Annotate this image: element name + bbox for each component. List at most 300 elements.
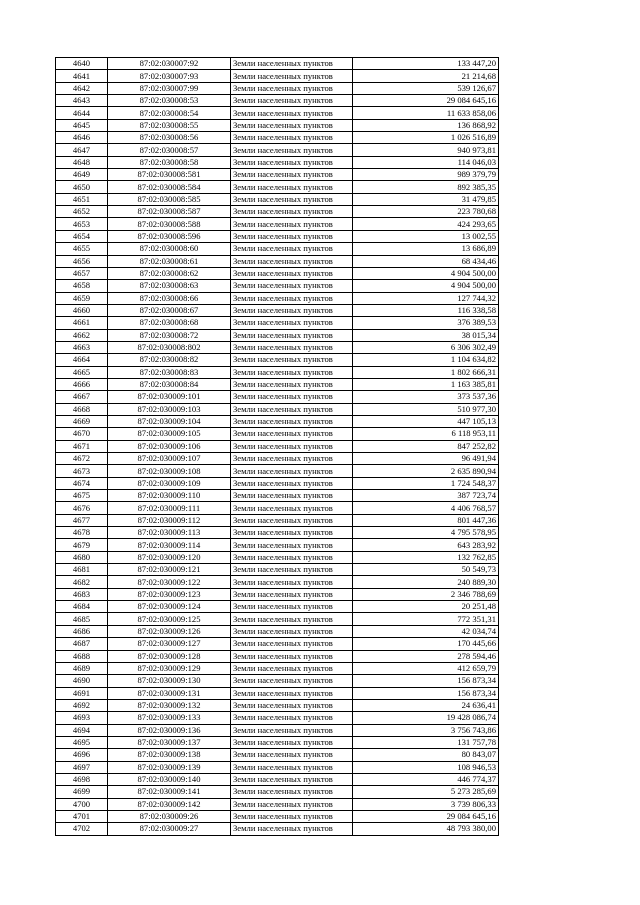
cadastral-value-cell: 11 633 858,06 xyxy=(353,107,499,119)
table-row xyxy=(56,243,499,255)
cadastral-value-cell: 1 163 385,81 xyxy=(353,378,499,390)
row-number-cell: 4641 xyxy=(56,70,108,82)
land-category-cell: Земли населенных пунктов xyxy=(231,453,353,465)
cadastral-value-cell: 127 744,32 xyxy=(353,292,499,304)
cadastral-value-cell: 29 084 645,16 xyxy=(353,95,499,107)
land-category-cell: Земли населенных пунктов xyxy=(231,193,353,205)
row-number-cell: 4655 xyxy=(56,243,108,255)
cadastral-number-cell: 87:02:030008:53 xyxy=(108,95,231,107)
row-number-cell: 4680 xyxy=(56,551,108,563)
land-category-cell: Земли населенных пунктов xyxy=(231,638,353,650)
table-row xyxy=(56,218,499,230)
table-row xyxy=(56,354,499,366)
row-number-cell: 4693 xyxy=(56,712,108,724)
row-number-cell: 4652 xyxy=(56,206,108,218)
cadastral-value-cell: 1 724 548,37 xyxy=(353,477,499,489)
cadastral-number-cell: 87:02:030008:581 xyxy=(108,169,231,181)
row-number-cell: 4642 xyxy=(56,82,108,94)
land-category-cell: Земли населенных пунктов xyxy=(231,773,353,785)
table-row xyxy=(56,280,499,292)
row-number-cell: 4656 xyxy=(56,255,108,267)
cadastral-number-cell: 87:02:030009:129 xyxy=(108,662,231,674)
table-row xyxy=(56,539,499,551)
cadastral-number-cell: 87:02:030007:92 xyxy=(108,58,231,70)
table-row xyxy=(56,255,499,267)
cadastral-value-cell: 29 084 645,16 xyxy=(353,810,499,822)
land-category-cell: Земли населенных пунктов xyxy=(231,675,353,687)
land-category-cell: Земли населенных пунктов xyxy=(231,428,353,440)
row-number-cell: 4648 xyxy=(56,156,108,168)
cadastral-value-cell: 892 385,35 xyxy=(353,181,499,193)
cadastral-number-cell: 87:02:030009:110 xyxy=(108,490,231,502)
cadastral-number-cell: 87:02:030008:56 xyxy=(108,132,231,144)
table-row xyxy=(56,786,499,798)
row-number-cell: 4646 xyxy=(56,132,108,144)
cadastral-value-cell: 42 034,74 xyxy=(353,625,499,637)
cadastral-value-cell: 3 739 806,33 xyxy=(353,798,499,810)
land-category-cell: Земли населенных пунктов xyxy=(231,317,353,329)
row-number-cell: 4679 xyxy=(56,539,108,551)
row-number-cell: 4682 xyxy=(56,576,108,588)
table-row xyxy=(56,82,499,94)
cadastral-value-cell: 50 549,73 xyxy=(353,564,499,576)
table-row xyxy=(56,206,499,218)
table-row xyxy=(56,601,499,613)
row-number-cell: 4694 xyxy=(56,724,108,736)
table-row xyxy=(56,304,499,316)
cadastral-number-cell: 87:02:030008:67 xyxy=(108,304,231,316)
table-row xyxy=(56,169,499,181)
row-number-cell: 4689 xyxy=(56,662,108,674)
table-row xyxy=(56,773,499,785)
land-category-cell: Земли населенных пунктов xyxy=(231,304,353,316)
cadastral-number-cell: 87:02:030008:82 xyxy=(108,354,231,366)
land-category-cell: Земли населенных пунктов xyxy=(231,798,353,810)
row-number-cell: 4677 xyxy=(56,514,108,526)
row-number-cell: 4650 xyxy=(56,181,108,193)
row-number-cell: 4643 xyxy=(56,95,108,107)
land-category-cell: Земли населенных пунктов xyxy=(231,810,353,822)
cadastral-number-cell: 87:02:030009:123 xyxy=(108,588,231,600)
cadastral-number-cell: 87:02:030008:54 xyxy=(108,107,231,119)
table-row xyxy=(56,490,499,502)
land-category-cell: Земли населенных пунктов xyxy=(231,539,353,551)
cadastral-value-cell: 240 889,30 xyxy=(353,576,499,588)
land-category-cell: Земли населенных пунктов xyxy=(231,341,353,353)
table-row xyxy=(56,687,499,699)
cadastral-number-cell: 87:02:030009:105 xyxy=(108,428,231,440)
row-number-cell: 4663 xyxy=(56,341,108,353)
table-row xyxy=(56,638,499,650)
table-row xyxy=(56,292,499,304)
cadastral-number-cell: 87:02:030009:137 xyxy=(108,736,231,748)
table-row xyxy=(56,712,499,724)
cadastral-value-cell: 387 723,74 xyxy=(353,490,499,502)
cadastral-number-cell: 87:02:030009:112 xyxy=(108,514,231,526)
table-row xyxy=(56,366,499,378)
row-number-cell: 4692 xyxy=(56,699,108,711)
land-category-cell: Земли населенных пунктов xyxy=(231,527,353,539)
cadastral-value-cell: 940 973,81 xyxy=(353,144,499,156)
cadastral-number-cell: 87:02:030008:802 xyxy=(108,341,231,353)
cadastral-number-cell: 87:02:030009:27 xyxy=(108,823,231,835)
cadastral-number-cell: 87:02:030009:107 xyxy=(108,453,231,465)
land-category-cell: Земли населенных пунктов xyxy=(231,70,353,82)
cadastral-value-cell: 278 594,46 xyxy=(353,650,499,662)
cadastral-number-cell: 87:02:030007:93 xyxy=(108,70,231,82)
row-number-cell: 4675 xyxy=(56,490,108,502)
row-number-cell: 4678 xyxy=(56,527,108,539)
cadastral-number-cell: 87:02:030009:113 xyxy=(108,527,231,539)
cadastral-value-cell: 136 868,92 xyxy=(353,119,499,131)
table-row xyxy=(56,132,499,144)
cadastral-value-cell: 4 904 500,00 xyxy=(353,267,499,279)
row-number-cell: 4645 xyxy=(56,119,108,131)
row-number-cell: 4671 xyxy=(56,440,108,452)
land-category-cell: Земли населенных пунктов xyxy=(231,465,353,477)
cadastral-number-cell: 87:02:030008:83 xyxy=(108,366,231,378)
cadastral-number-cell: 87:02:030009:126 xyxy=(108,625,231,637)
cadastral-value-cell: 424 293,65 xyxy=(353,218,499,230)
table-row xyxy=(56,502,499,514)
cadastral-value-cell: 5 273 285,69 xyxy=(353,786,499,798)
row-number-cell: 4698 xyxy=(56,773,108,785)
row-number-cell: 4659 xyxy=(56,292,108,304)
land-category-cell: Земли населенных пунктов xyxy=(231,440,353,452)
cadastral-value-cell: 1 104 634,82 xyxy=(353,354,499,366)
cadastral-value-cell: 412 659,79 xyxy=(353,662,499,674)
row-number-cell: 4697 xyxy=(56,761,108,773)
land-category-cell: Земли населенных пунктов xyxy=(231,243,353,255)
cadastral-value-cell: 156 873,34 xyxy=(353,687,499,699)
cadastral-value-cell: 1 802 666,31 xyxy=(353,366,499,378)
land-category-cell: Земли населенных пунктов xyxy=(231,403,353,415)
table-row xyxy=(56,119,499,131)
row-number-cell: 4662 xyxy=(56,329,108,341)
cadastral-number-cell: 87:02:030008:63 xyxy=(108,280,231,292)
row-number-cell: 4685 xyxy=(56,613,108,625)
cadastral-number-cell: 87:02:030008:68 xyxy=(108,317,231,329)
land-category-cell: Земли населенных пунктов xyxy=(231,267,353,279)
cadastral-value-cell: 21 214,68 xyxy=(353,70,499,82)
land-category-cell: Земли населенных пунктов xyxy=(231,662,353,674)
cadastral-number-cell: 87:02:030009:104 xyxy=(108,415,231,427)
cadastral-value-cell: 1 026 516,89 xyxy=(353,132,499,144)
land-category-cell: Земли населенных пунктов xyxy=(231,218,353,230)
land-category-cell: Земли населенных пунктов xyxy=(231,58,353,70)
row-number-cell: 4673 xyxy=(56,465,108,477)
land-category-cell: Земли населенных пунктов xyxy=(231,625,353,637)
cadastral-number-cell: 87:02:030009:132 xyxy=(108,699,231,711)
cadastral-number-cell: 87:02:030008:596 xyxy=(108,230,231,242)
cadastral-value-cell: 2 346 788,69 xyxy=(353,588,499,600)
row-number-cell: 4654 xyxy=(56,230,108,242)
cadastral-value-cell: 96 491,94 xyxy=(353,453,499,465)
row-number-cell: 4701 xyxy=(56,810,108,822)
cadastral-value-cell: 510 977,30 xyxy=(353,403,499,415)
land-category-cell: Земли населенных пунктов xyxy=(231,230,353,242)
land-category-cell: Земли населенных пунктов xyxy=(231,551,353,563)
cadastral-number-cell: 87:02:030009:109 xyxy=(108,477,231,489)
row-number-cell: 4640 xyxy=(56,58,108,70)
cadastral-value-table xyxy=(55,57,499,836)
row-number-cell: 4644 xyxy=(56,107,108,119)
cadastral-value-cell: 6 306 302,49 xyxy=(353,341,499,353)
land-category-cell: Земли населенных пунктов xyxy=(231,490,353,502)
table-row xyxy=(56,267,499,279)
land-category-cell: Земли населенных пунктов xyxy=(231,82,353,94)
cadastral-number-cell: 87:02:030009:141 xyxy=(108,786,231,798)
cadastral-number-cell: 87:02:030009:106 xyxy=(108,440,231,452)
table-row xyxy=(56,317,499,329)
land-category-cell: Земли населенных пунктов xyxy=(231,786,353,798)
land-category-cell: Земли населенных пунктов xyxy=(231,391,353,403)
cadastral-value-cell: 132 762,85 xyxy=(353,551,499,563)
row-number-cell: 4651 xyxy=(56,193,108,205)
cadastral-value-cell: 80 843,07 xyxy=(353,749,499,761)
table-row xyxy=(56,415,499,427)
table-body xyxy=(56,58,499,836)
land-category-cell: Земли населенных пунктов xyxy=(231,280,353,292)
cadastral-value-cell: 4 406 768,57 xyxy=(353,502,499,514)
land-category-cell: Земли населенных пунктов xyxy=(231,687,353,699)
cadastral-number-cell: 87:02:030009:127 xyxy=(108,638,231,650)
row-number-cell: 4667 xyxy=(56,391,108,403)
table-row xyxy=(56,181,499,193)
cadastral-value-cell: 446 774,37 xyxy=(353,773,499,785)
cadastral-number-cell: 87:02:030008:62 xyxy=(108,267,231,279)
row-number-cell: 4700 xyxy=(56,798,108,810)
land-category-cell: Земли населенных пунктов xyxy=(231,724,353,736)
table-row xyxy=(56,551,499,563)
cadastral-number-cell: 87:02:030008:84 xyxy=(108,378,231,390)
cadastral-value-cell: 133 447,20 xyxy=(353,58,499,70)
table-row xyxy=(56,391,499,403)
row-number-cell: 4681 xyxy=(56,564,108,576)
land-category-cell: Земли населенных пунктов xyxy=(231,736,353,748)
table-row xyxy=(56,810,499,822)
table-row xyxy=(56,465,499,477)
cadastral-value-cell: 24 636,41 xyxy=(353,699,499,711)
cadastral-value-cell: 108 946,53 xyxy=(353,761,499,773)
row-number-cell: 4688 xyxy=(56,650,108,662)
table-row xyxy=(56,230,499,242)
cadastral-number-cell: 87:02:030008:61 xyxy=(108,255,231,267)
row-number-cell: 4658 xyxy=(56,280,108,292)
row-number-cell: 4657 xyxy=(56,267,108,279)
table-row xyxy=(56,625,499,637)
table-row xyxy=(56,428,499,440)
row-number-cell: 4672 xyxy=(56,453,108,465)
land-category-cell: Земли населенных пунктов xyxy=(231,712,353,724)
land-category-cell: Земли населенных пунктов xyxy=(231,514,353,526)
table-row xyxy=(56,675,499,687)
cadastral-number-cell: 87:02:030009:101 xyxy=(108,391,231,403)
cadastral-number-cell: 87:02:030009:124 xyxy=(108,601,231,613)
cadastral-number-cell: 87:02:030009:121 xyxy=(108,564,231,576)
cadastral-value-cell: 772 351,31 xyxy=(353,613,499,625)
row-number-cell: 4690 xyxy=(56,675,108,687)
cadastral-value-cell: 643 283,92 xyxy=(353,539,499,551)
land-category-cell: Земли населенных пунктов xyxy=(231,181,353,193)
cadastral-number-cell: 87:02:030008:66 xyxy=(108,292,231,304)
cadastral-number-cell: 87:02:030008:587 xyxy=(108,206,231,218)
cadastral-number-cell: 87:02:030009:103 xyxy=(108,403,231,415)
table-row xyxy=(56,699,499,711)
land-category-cell: Земли населенных пунктов xyxy=(231,329,353,341)
document-page xyxy=(55,57,499,836)
cadastral-number-cell: 87:02:030008:585 xyxy=(108,193,231,205)
cadastral-number-cell: 87:02:030009:138 xyxy=(108,749,231,761)
land-category-cell: Земли населенных пунктов xyxy=(231,650,353,662)
row-number-cell: 4676 xyxy=(56,502,108,514)
table-row xyxy=(56,440,499,452)
table-row xyxy=(56,477,499,489)
table-row xyxy=(56,650,499,662)
cadastral-number-cell: 87:02:030009:133 xyxy=(108,712,231,724)
land-category-cell: Земли населенных пунктов xyxy=(231,601,353,613)
land-category-cell: Земли населенных пунктов xyxy=(231,144,353,156)
table-row xyxy=(56,576,499,588)
row-number-cell: 4702 xyxy=(56,823,108,835)
row-number-cell: 4686 xyxy=(56,625,108,637)
row-number-cell: 4695 xyxy=(56,736,108,748)
cadastral-value-cell: 539 126,67 xyxy=(353,82,499,94)
row-number-cell: 4647 xyxy=(56,144,108,156)
land-category-cell: Земли населенных пунктов xyxy=(231,156,353,168)
cadastral-value-cell: 68 434,46 xyxy=(353,255,499,267)
row-number-cell: 4674 xyxy=(56,477,108,489)
table-row xyxy=(56,798,499,810)
table-row xyxy=(56,329,499,341)
cadastral-number-cell: 87:02:030009:130 xyxy=(108,675,231,687)
land-category-cell: Земли населенных пунктов xyxy=(231,699,353,711)
cadastral-value-cell: 13 686,89 xyxy=(353,243,499,255)
row-number-cell: 4691 xyxy=(56,687,108,699)
land-category-cell: Земли населенных пунктов xyxy=(231,564,353,576)
cadastral-number-cell: 87:02:030009:26 xyxy=(108,810,231,822)
cadastral-value-cell: 13 002,55 xyxy=(353,230,499,242)
cadastral-number-cell: 87:02:030009:111 xyxy=(108,502,231,514)
cadastral-number-cell: 87:02:030009:131 xyxy=(108,687,231,699)
cadastral-value-cell: 223 780,68 xyxy=(353,206,499,218)
cadastral-value-cell: 373 537,36 xyxy=(353,391,499,403)
cadastral-value-cell: 19 428 086,74 xyxy=(353,712,499,724)
table-row xyxy=(56,724,499,736)
land-category-cell: Земли населенных пунктов xyxy=(231,477,353,489)
cadastral-number-cell: 87:02:030009:122 xyxy=(108,576,231,588)
cadastral-value-cell: 20 251,48 xyxy=(353,601,499,613)
table-row xyxy=(56,564,499,576)
land-category-cell: Земли населенных пунктов xyxy=(231,292,353,304)
cadastral-value-cell: 4 904 500,00 xyxy=(353,280,499,292)
table-row xyxy=(56,514,499,526)
land-category-cell: Земли населенных пунктов xyxy=(231,749,353,761)
land-category-cell: Земли населенных пунктов xyxy=(231,107,353,119)
cadastral-value-cell: 847 252,82 xyxy=(353,440,499,452)
table-row xyxy=(56,107,499,119)
table-row xyxy=(56,662,499,674)
table-row xyxy=(56,58,499,70)
table-row xyxy=(56,156,499,168)
row-number-cell: 4696 xyxy=(56,749,108,761)
table-row xyxy=(56,823,499,835)
land-category-cell: Земли населенных пунктов xyxy=(231,255,353,267)
cadastral-value-cell: 3 756 743,86 xyxy=(353,724,499,736)
land-category-cell: Земли населенных пунктов xyxy=(231,132,353,144)
table-row xyxy=(56,341,499,353)
cadastral-value-cell: 376 389,53 xyxy=(353,317,499,329)
cadastral-number-cell: 87:02:030008:55 xyxy=(108,119,231,131)
cadastral-number-cell: 87:02:030008:60 xyxy=(108,243,231,255)
cadastral-value-cell: 2 635 890,94 xyxy=(353,465,499,477)
cadastral-value-cell: 156 873,34 xyxy=(353,675,499,687)
cadastral-value-cell: 447 105,13 xyxy=(353,415,499,427)
land-category-cell: Земли населенных пунктов xyxy=(231,119,353,131)
land-category-cell: Земли населенных пунктов xyxy=(231,588,353,600)
cadastral-number-cell: 87:02:030009:136 xyxy=(108,724,231,736)
cadastral-value-cell: 116 338,58 xyxy=(353,304,499,316)
table-row xyxy=(56,613,499,625)
cadastral-value-cell: 31 479,85 xyxy=(353,193,499,205)
cadastral-number-cell: 87:02:030008:588 xyxy=(108,218,231,230)
cadastral-number-cell: 87:02:030008:584 xyxy=(108,181,231,193)
cadastral-value-cell: 4 795 578,95 xyxy=(353,527,499,539)
row-number-cell: 4670 xyxy=(56,428,108,440)
land-category-cell: Земли населенных пунктов xyxy=(231,576,353,588)
cadastral-number-cell: 87:02:030008:72 xyxy=(108,329,231,341)
land-category-cell: Земли населенных пунктов xyxy=(231,823,353,835)
row-number-cell: 4699 xyxy=(56,786,108,798)
table-row xyxy=(56,736,499,748)
row-number-cell: 4687 xyxy=(56,638,108,650)
land-category-cell: Земли населенных пунктов xyxy=(231,613,353,625)
cadastral-value-cell: 170 445,66 xyxy=(353,638,499,650)
cadastral-number-cell: 87:02:030009:139 xyxy=(108,761,231,773)
row-number-cell: 4665 xyxy=(56,366,108,378)
cadastral-number-cell: 87:02:030008:57 xyxy=(108,144,231,156)
row-number-cell: 4666 xyxy=(56,378,108,390)
land-category-cell: Земли населенных пунктов xyxy=(231,206,353,218)
land-category-cell: Земли населенных пунктов xyxy=(231,502,353,514)
land-category-cell: Земли населенных пунктов xyxy=(231,378,353,390)
cadastral-number-cell: 87:02:030009:125 xyxy=(108,613,231,625)
row-number-cell: 4649 xyxy=(56,169,108,181)
cadastral-number-cell: 87:02:030009:128 xyxy=(108,650,231,662)
row-number-cell: 4669 xyxy=(56,415,108,427)
row-number-cell: 4668 xyxy=(56,403,108,415)
table-row xyxy=(56,749,499,761)
table-row xyxy=(56,378,499,390)
land-category-cell: Земли населенных пунктов xyxy=(231,415,353,427)
row-number-cell: 4653 xyxy=(56,218,108,230)
cadastral-number-cell: 87:02:030008:58 xyxy=(108,156,231,168)
row-number-cell: 4664 xyxy=(56,354,108,366)
cadastral-value-cell: 114 046,03 xyxy=(353,156,499,168)
table-row xyxy=(56,70,499,82)
table-row xyxy=(56,588,499,600)
table-row xyxy=(56,144,499,156)
cadastral-number-cell: 87:02:030009:108 xyxy=(108,465,231,477)
row-number-cell: 4683 xyxy=(56,588,108,600)
cadastral-value-cell: 801 447,36 xyxy=(353,514,499,526)
cadastral-value-cell: 6 118 953,11 xyxy=(353,428,499,440)
table-row xyxy=(56,761,499,773)
cadastral-number-cell: 87:02:030009:142 xyxy=(108,798,231,810)
cadastral-number-cell: 87:02:030009:120 xyxy=(108,551,231,563)
cadastral-number-cell: 87:02:030009:140 xyxy=(108,773,231,785)
table-row xyxy=(56,453,499,465)
